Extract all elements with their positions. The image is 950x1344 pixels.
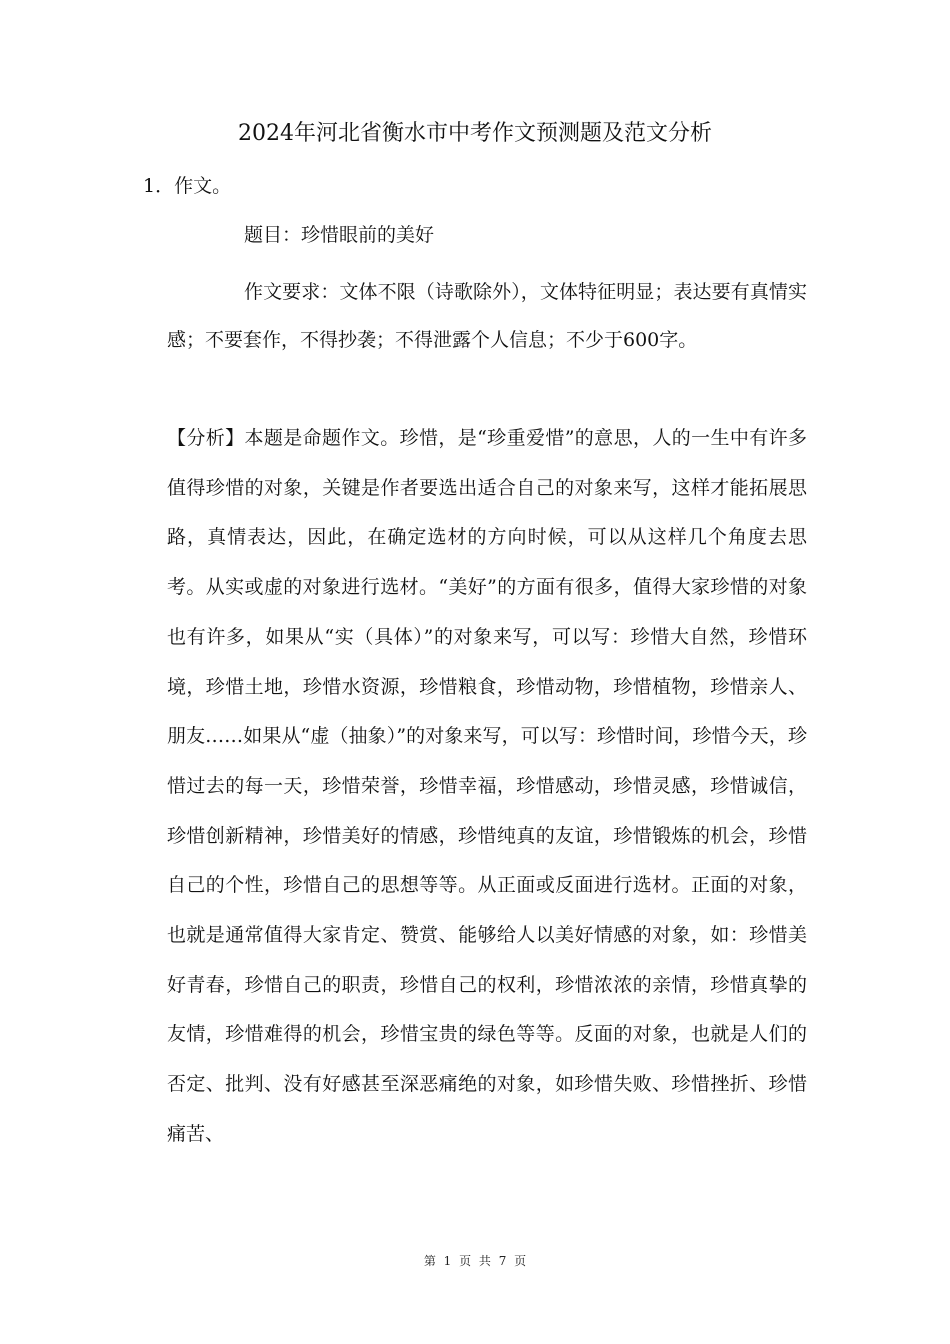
essay-requirements: 作文要求：文体不限（诗歌除外），文体特征明显；表达要有真情实感；不要套作，不得抄袭；不得泄露个人信息；不少于600字。 xyxy=(167,281,807,351)
page-footer: 第 1 页 共 7 页 xyxy=(423,1254,527,1268)
question-number: 1．作文。 xyxy=(143,175,232,197)
essay-topic: 题目：珍惜眼前的美好 xyxy=(244,224,435,246)
document-title: 2024年河北省衡水市中考作文预测题及范文分析 xyxy=(238,121,712,146)
analysis-paragraph: 【分析】本题是命题作文。珍惜，是“珍重爱惜”的意思，人的一生中有许多值得珍惜的对象，关键是作者要选出适合自己的对象来写，这样才能拓展思路，真情表达，因此，在确定选材的方向时候，可以从这样几个角度去思考。从实或虚的对象进行选材。“美好”的方面有很多，值得大家珍惜的对象也有许多，如果从“实（具体）”的对象来写，可以写：珍惜大自然，珍惜环境，珍惜土地，珍惜水资源，珍惜粮食，珍惜动物，珍惜植物，珍惜亲人、朋友……如果从“虚（抽象）”的对象来写，可以写：珍惜时间，珍惜今天，珍惜过去的每一天，珍惜荣誉，珍惜幸福，珍惜感动，珍惜灵感，珍惜诚信，珍惜创新精神，珍惜美好的情感，珍惜纯真的友谊，珍惜锻炼的机会，珍惜自己的个性，珍惜自己的思想等等。从正面或反面进行选材。正面的对象，也就是通常值得大家肯定、赞赏、能够给人以美好情感的对象，如：珍惜美好青春，珍惜自己的职责，珍惜自己的权利，珍惜浓浓的亲情，珍惜真挚的友情，珍惜难得的机会，珍惜宝贵的绿色等等。反面的对象，也就是人们的否定、批判、没有好感甚至深恶痛绝的对象，如珍惜失败、珍惜挫折、珍惜痛苦、 xyxy=(167,427,807,1145)
